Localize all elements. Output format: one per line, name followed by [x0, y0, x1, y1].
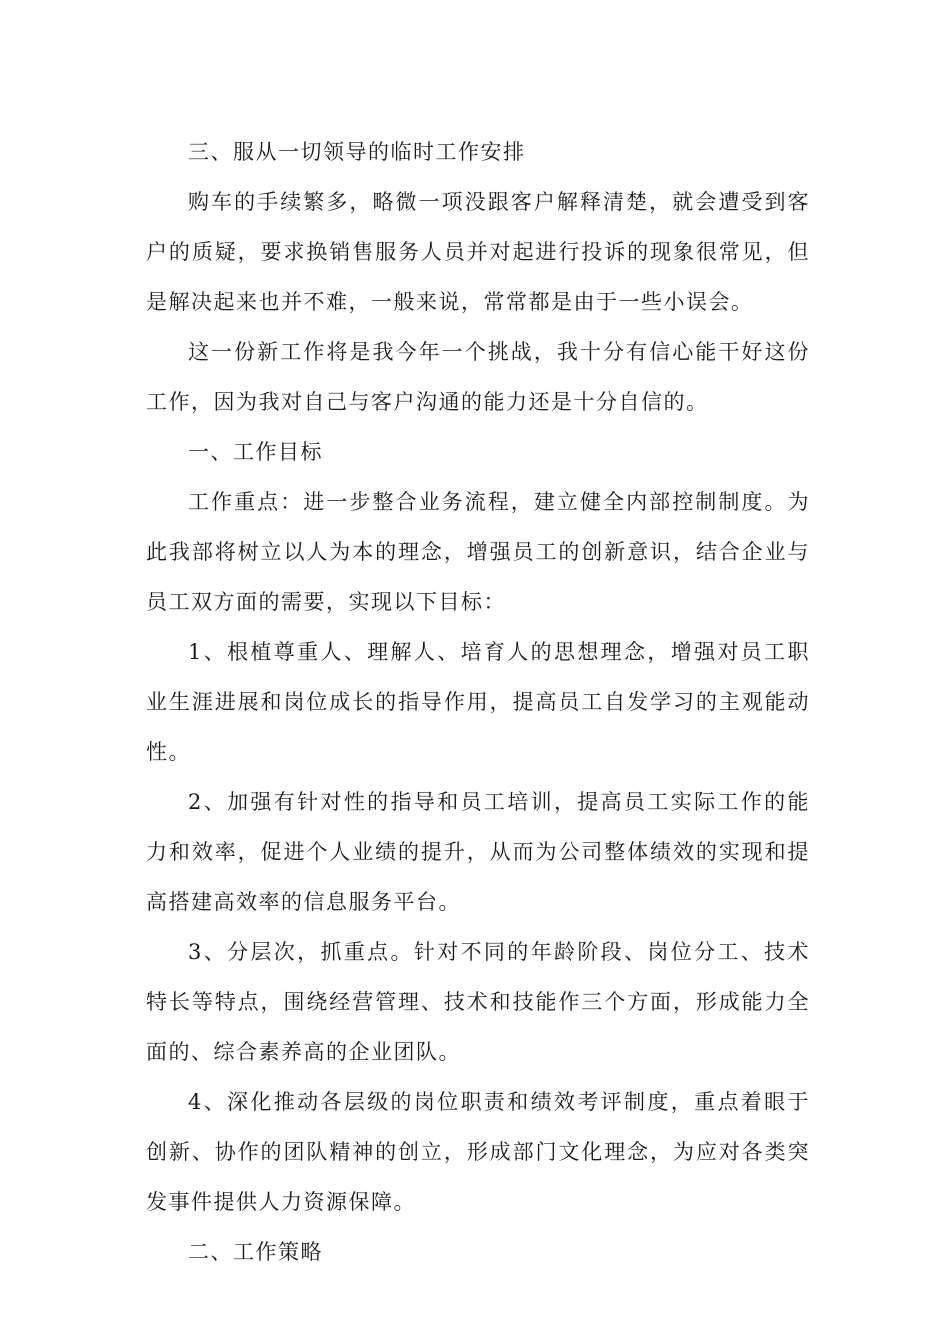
list-item: 1、根植尊重人、理解人、培育人的思想理念，增强对员工职业生涯进展和岗位成长的指导作用，提高员工自发学习的主观能动性。: [146, 640, 810, 764]
list-item: 3、分层次，抓重点。针对不同的年龄阶段、岗位分工、技术特长等特点，围绕经营管理、技术和技能作三个方面，形成能力全面的、综合素养高的企业团队。: [146, 940, 810, 1064]
section-heading: 一、工作目标: [188, 440, 323, 464]
document-body: [146, 127, 810, 1277]
paragraph: 工作重点：进一步整合业务流程，建立健全内部控制制度。为此我部将树立以人为本的理念，增强员工的创新意识，结合企业与员工双方面的需要，实现以下目标：: [146, 490, 810, 614]
list-item: 4、深化推动各层级的岗位职责和绩效考评制度，重点着眼于创新、协作的团队精神的创立，形成部门文化理念，为应对各类突发事件提供人力资源保障。: [146, 1090, 810, 1214]
paragraph: 这一份新工作将是我今年一个挑战，我十分有信心能干好这份工作，因为我对自己与客户沟通的能力还是十分自信的。: [146, 340, 810, 414]
paragraph: 购车的手续繁多，略微一项没跟客户解释清楚，就会遭受到客户的质疑，要求换销售服务人员并对起进行投诉的现象很常见，但是解决起来也并不难，一般来说，常常都是由于一些小误会。: [146, 190, 810, 314]
section-heading: 二、工作策略: [188, 1240, 323, 1264]
section-heading: 三、服从一切领导的临时工作安排: [188, 140, 526, 164]
list-item: 2、加强有针对性的指导和员工培训，提高员工实际工作的能力和效率，促进个人业绩的提升，从而为公司整体绩效的实现和提高搭建高效率的信息服务平台。: [146, 790, 810, 914]
